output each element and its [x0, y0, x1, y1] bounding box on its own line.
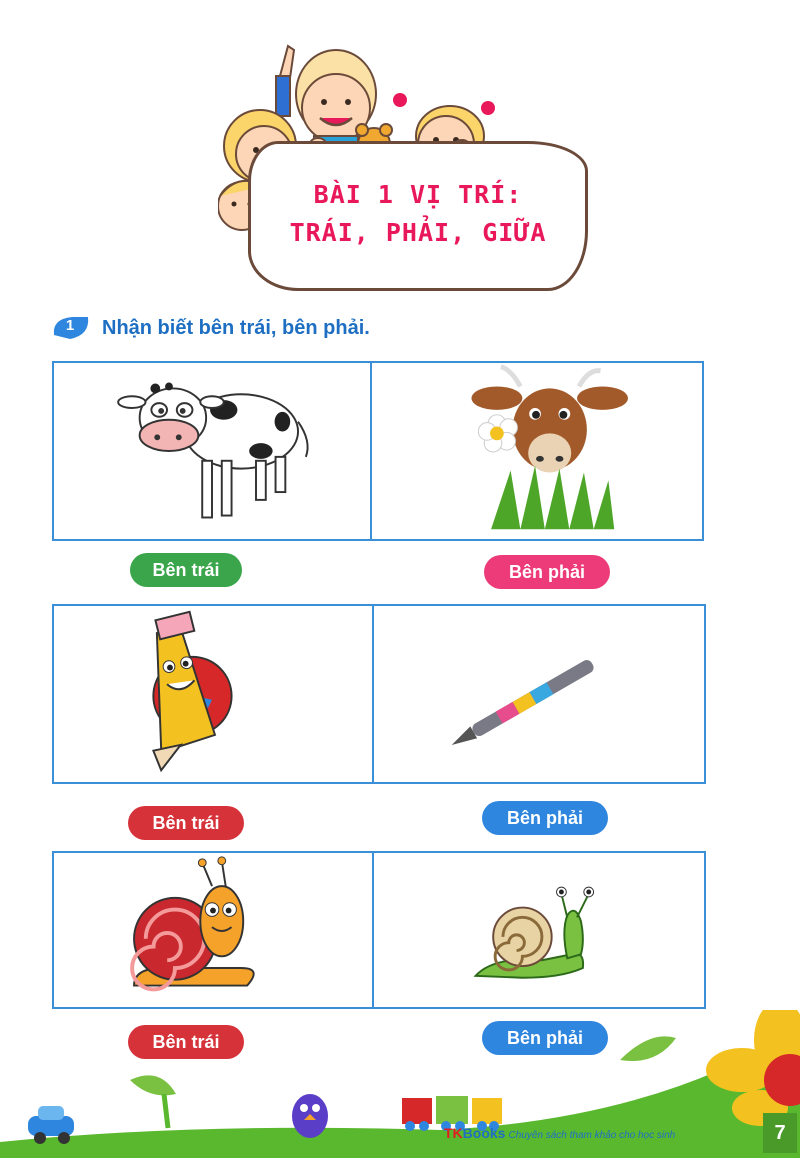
- lesson-header: [218, 36, 590, 298]
- footer-decoration: [0, 1010, 800, 1158]
- label-right-row3: Bên phải: [482, 1021, 608, 1055]
- brand-tagline: Chuyên sách tham khảo cho học sinh: [508, 1130, 676, 1141]
- brand-tk: TK: [444, 1125, 463, 1141]
- label-left-row1: Bên trái: [130, 553, 242, 587]
- lesson-title-line1: BÀI 1 VỊ TRÍ:: [313, 180, 523, 209]
- cell-row3-left: [52, 851, 374, 1009]
- cell-row2-right: [372, 604, 706, 784]
- exercise-number-badge: [50, 315, 90, 341]
- cell-row1-right: [370, 361, 704, 541]
- tkbooks-logo: [444, 1125, 675, 1141]
- bird-icon: [292, 1094, 328, 1138]
- realistic-cow-icon: [372, 363, 702, 539]
- fountain-pen-icon: [374, 606, 704, 782]
- lesson-title: [248, 176, 588, 252]
- cell-row3-right: [372, 851, 706, 1009]
- cell-row1-left: [52, 361, 372, 541]
- exercise-instruction: [50, 313, 370, 343]
- instruction-text: Nhận biết bên trái, bên phải.: [102, 316, 370, 339]
- cartoon-red-snail-icon: [54, 853, 372, 1007]
- cartoon-pencil-icon: [54, 606, 372, 782]
- label-left-row2: Bên trái: [128, 806, 244, 840]
- label-right-row1: Bên phải: [484, 555, 610, 589]
- cell-row2-left: [52, 604, 374, 784]
- green-snail-icon: [374, 853, 704, 1007]
- page-number: 7: [763, 1113, 797, 1153]
- label-right-row2: Bên phải: [482, 801, 608, 835]
- brand-books: Books: [462, 1125, 506, 1141]
- exercise-number: 1: [65, 317, 75, 334]
- cartoon-cow-icon: [54, 363, 370, 539]
- label-left-row3: Bên trái: [128, 1025, 244, 1059]
- lesson-title-line2: TRÁI, PHẢI, GIỮA: [289, 218, 547, 247]
